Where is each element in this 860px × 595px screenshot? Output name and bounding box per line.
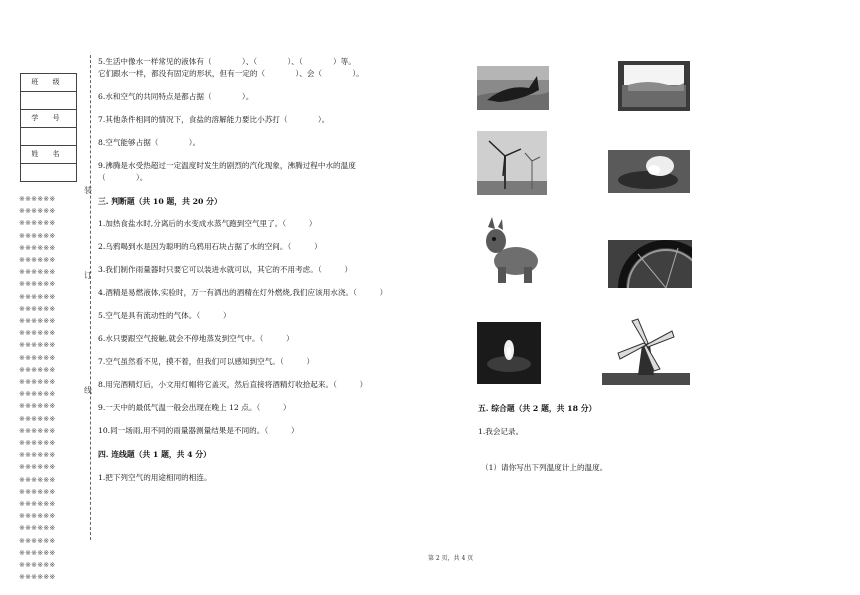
question-8: 8.空气能够占据（ ）。 bbox=[98, 138, 201, 147]
class-label: 班 级 bbox=[21, 74, 76, 92]
judge-item-4: 4.酒精是易燃液体,实验时，万一有洒出的酒精在灯外燃烧,我们应该用水浇。（ ） bbox=[98, 288, 388, 297]
name-field[interactable] bbox=[21, 164, 76, 181]
judge-item-8: 8.用完酒精灯后，小文用灯帽将它盖灭，然后直接将酒精灯收拾起来。（ ） bbox=[98, 380, 368, 389]
judge-item-3: 3.我们制作雨量器时只要它可以装进水就可以，其它的不用考虑。（ ） bbox=[98, 265, 353, 274]
judge-item-9: 9.一天中的最低气温一般会出现在晚上 12 点。（ ） bbox=[98, 403, 291, 412]
judge-item-2: 2.乌鸦喝到水是因为聪明的乌鸦用石块占据了水的空间。（ ） bbox=[98, 242, 322, 251]
page-footer: 第 2 页，共 4 页 bbox=[428, 555, 474, 562]
judge-item-1: 1.加热食盐水时,分离后的水变成水蒸气跑到空气里了。（ ） bbox=[98, 219, 317, 228]
student-id-label: 学 号 bbox=[21, 110, 76, 128]
bicycle-tire-photo bbox=[608, 240, 692, 288]
question-5-line-1: 5.生活中像水一样常见的液体有（ ）、（ ）、（ ）等。 bbox=[98, 57, 356, 66]
comprehensive-question-1-part-1: （1）请你写出下列温度计上的温度。 bbox=[481, 463, 608, 472]
inflatable-toy-horse-photo bbox=[480, 215, 544, 287]
binding-line bbox=[90, 55, 91, 540]
binding-char-2: 订 bbox=[84, 271, 92, 280]
burning-object-photo bbox=[608, 150, 690, 193]
question-7: 7.其他条件相同的情况下，食盐的溶解能力要比小苏打（ ）。 bbox=[98, 115, 330, 124]
question-9-line-1: 9.沸腾是水受热超过一定温度时发生的剧烈的汽化现象，沸腾过程中水的温度 bbox=[98, 161, 356, 170]
judge-item-6: 6.水只要跟空气接触,就会不停地蒸发到空气中。（ ） bbox=[98, 334, 294, 343]
binding-char-3: 线 bbox=[84, 386, 92, 395]
windmill-photo bbox=[602, 315, 690, 385]
section-comprehensive-title: 五. 综合题（共 2 题，共 18 分） bbox=[478, 404, 597, 413]
match-question-1: 1.把下列空气的用途相同的相连。 bbox=[98, 473, 212, 482]
comprehensive-question-1: 1.我会记录。 bbox=[478, 427, 524, 436]
candle-flame-photo bbox=[477, 322, 541, 384]
section-judge-title: 三. 判断题（共 10 题，共 20 分） bbox=[98, 197, 222, 206]
judge-item-7: 7.空气虽然看不见，摸不着，但我们可以感知到空气。（ ） bbox=[98, 357, 315, 366]
judge-item-5: 5.空气是具有流动性的气体。（ ） bbox=[98, 311, 231, 320]
class-field[interactable] bbox=[21, 92, 76, 110]
question-5-line-2: 它们跟水一样，都没有固定的形状，但有一定的（ ）、会（ ）。 bbox=[98, 69, 364, 78]
section-match-title: 四. 连线题（共 1 题，共 4 分） bbox=[98, 450, 211, 459]
judge-item-10: 10.同一场雨,用不同的雨量器测量结果是不同的。（ ） bbox=[98, 426, 299, 435]
question-6: 6.水和空气的共同特点是都占据（ ）。 bbox=[98, 92, 254, 101]
binding-char-1: 装 bbox=[84, 186, 92, 195]
seal-pattern: ※※※※※※ ※※※※※※ ※※※※※※ ※※※※※※ ※※※※※※ ※※※※※※ ※※※※※※ ※※※※※※ ※※※※※※ ※※※※※※ ※※※※※※ ※※※※※※ ※※※※※※ ※※※※※※ ※※※※※※ ※※※※※※ ※※※※※※ ※※※※※※ ※※※※※※ ※※※※※※ ※※※※※※ ※※※※※※ ※※※※※※ ※※※※※※ ※※※※※※ ※※※※※※ ※※※※※※ ※※※※※※ ※※※※※※ ※※※※※※ ※※※※※※ ※※※※※※ bbox=[19, 195, 56, 582]
student-info-table bbox=[20, 73, 77, 182]
smoke-cloud-photo bbox=[618, 61, 690, 111]
wind-turbine-photo bbox=[477, 131, 547, 195]
student-id-field[interactable] bbox=[21, 128, 76, 146]
question-9-line-2: （ ）。 bbox=[98, 173, 148, 182]
whale-photo bbox=[477, 66, 549, 110]
name-label: 姓 名 bbox=[21, 146, 76, 164]
